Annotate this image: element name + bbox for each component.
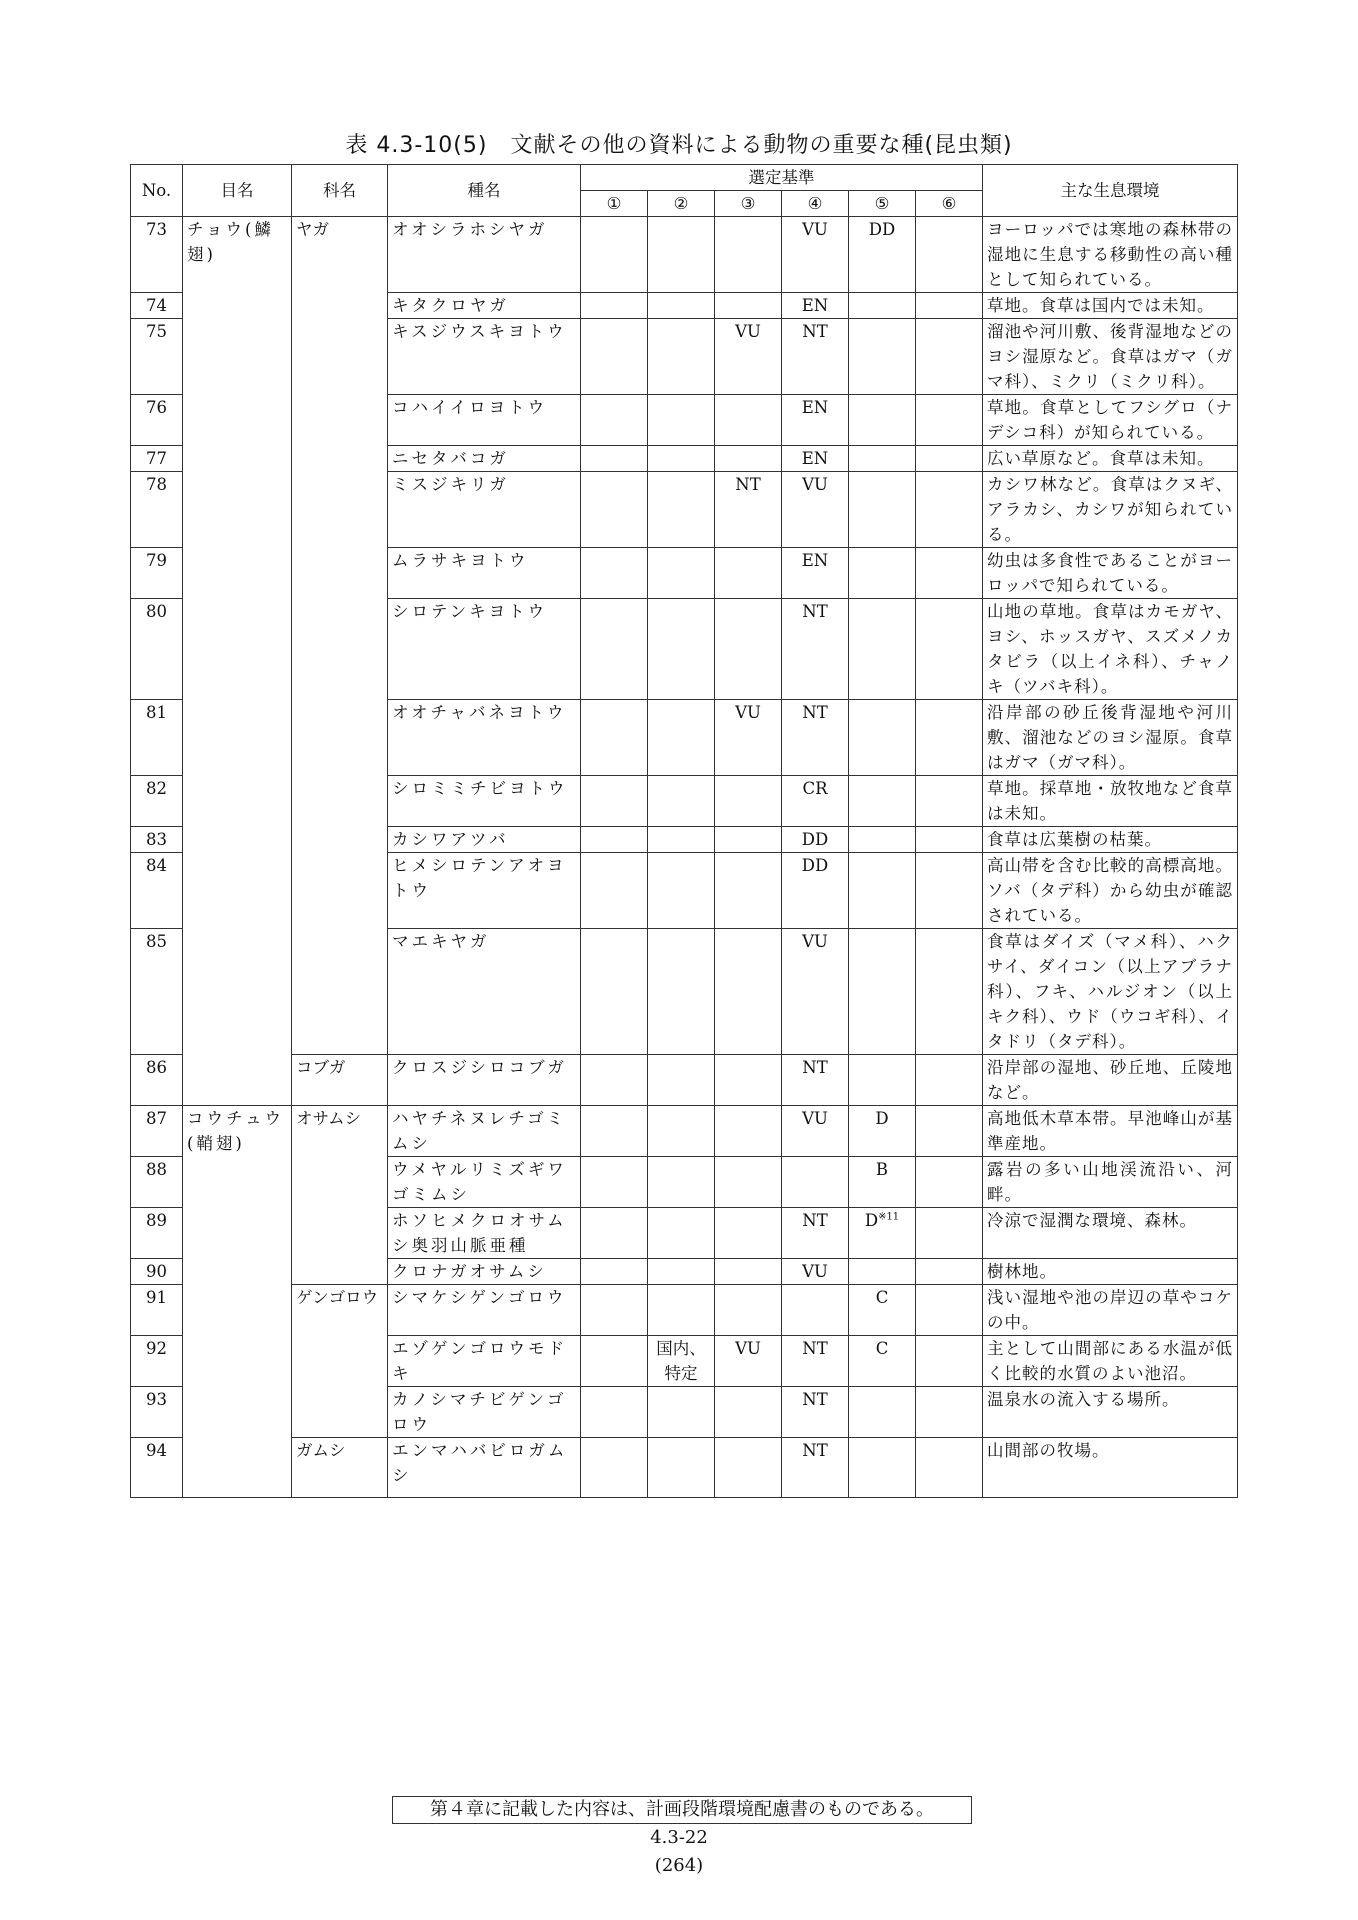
row-no: 75 [131,319,183,395]
header-criterion-1: ① [581,191,648,217]
criterion-3 [715,446,782,472]
family-name: コブガ [292,1055,388,1106]
criterion-1 [581,1438,648,1498]
criterion-3 [715,776,782,827]
criterion-1 [581,700,648,776]
criterion-2 [648,1106,715,1157]
criterion-3 [715,395,782,446]
row-no: 90 [131,1259,183,1285]
criterion-1 [581,472,648,548]
criterion-5 [849,395,916,446]
criterion-2 [648,827,715,853]
criterion-2 [648,217,715,293]
header-order: 目名 [183,165,292,217]
criterion-3: VU [715,319,782,395]
criterion-4: EN [782,293,849,319]
criterion-1 [581,599,648,700]
criterion-6 [916,1387,983,1438]
habitat: ヨーロッパでは寒地の森林帯の湿地に生息する移動性の高い種として知られている。 [983,217,1238,293]
criterion-4 [782,1157,849,1208]
criterion-5: C [849,1285,916,1336]
criterion-2 [648,1157,715,1208]
row-no: 74 [131,293,183,319]
header-species: 種名 [388,165,581,217]
criterion-5 [849,1387,916,1438]
criterion-1 [581,929,648,1055]
criterion-6 [916,472,983,548]
habitat: 高山帯を含む比較的高標高地。ソバ（タデ科）から幼虫が確認されている。 [983,853,1238,929]
criterion-1 [581,853,648,929]
row-no: 79 [131,548,183,599]
species-name: エゾゲンゴロウモドキ [388,1336,581,1387]
criterion-2 [648,1438,715,1498]
habitat: 草地。食草としてフシグロ（ナデシコ科）が知られている。 [983,395,1238,446]
criterion-6 [916,1285,983,1336]
criterion-4 [782,1285,849,1336]
criterion-2 [648,776,715,827]
criterion-4: VU [782,217,849,293]
footnote-mark: ※11 [878,1211,900,1223]
row-no: 89 [131,1208,183,1259]
criterion-4: NT [782,1055,849,1106]
criterion-1 [581,1285,648,1336]
family-name: ヤガ [292,217,388,1055]
criterion-6 [916,599,983,700]
criterion-4: DD [782,853,849,929]
family-name: ガムシ [292,1438,388,1498]
criterion-6 [916,776,983,827]
header-criteria: 選定基準 [581,165,983,191]
table-row [131,1055,1238,1106]
criterion-5: D [849,1106,916,1157]
row-no: 94 [131,1438,183,1498]
criterion-4: VU [782,1259,849,1285]
habitat: 幼虫は多食性であることがヨーロッパで知られている。 [983,548,1238,599]
criterion-3 [715,1438,782,1498]
species-name: マエキヤガ [388,929,581,1055]
header-no: No. [131,165,183,217]
habitat: 山地の草地。食草はカモガヤ、ヨシ、ホッスガヤ、スズメノカタビラ（以上イネ科）、チャノキ（ツバキ科）。 [983,599,1238,700]
criterion-5 [849,1259,916,1285]
criterion-3 [715,1106,782,1157]
criterion-2 [648,472,715,548]
criterion-6 [916,293,983,319]
header-criterion-2: ② [648,191,715,217]
criterion-3 [715,853,782,929]
species-name: ムラサキヨトウ [388,548,581,599]
criterion-5 [849,853,916,929]
species-name: シロテンキヨトウ [388,599,581,700]
criterion-4: NT [782,1438,849,1498]
criterion-2 [648,929,715,1055]
criterion-2 [648,1387,715,1438]
criterion-5 [849,1055,916,1106]
criterion-4: EN [782,395,849,446]
criterion-6 [916,1438,983,1498]
species-name: クロナガオサムシ [388,1259,581,1285]
footer-note: 第４章に記載した内容は、計画段階環境配慮書のものである。 [392,1796,972,1824]
criterion-3: VU [715,1336,782,1387]
criterion-4: NT [782,319,849,395]
species-name: ハヤチネヌレチゴミムシ [388,1106,581,1157]
row-no: 84 [131,853,183,929]
criterion-1 [581,1208,648,1259]
criterion-1 [581,548,648,599]
criterion-4: NT [782,700,849,776]
species-name: キスジウスキヨトウ [388,319,581,395]
criterion-1 [581,1106,648,1157]
criterion-1 [581,395,648,446]
criterion-2 [648,599,715,700]
criterion-2 [648,1259,715,1285]
criterion-4: NT [782,1336,849,1387]
criterion-2 [648,319,715,395]
criterion-6 [916,446,983,472]
table-row [131,1285,1238,1336]
family-name: ゲンゴロウ [292,1285,388,1438]
criterion-2 [648,548,715,599]
habitat: 溜池や河川敷、後背湿地などのヨシ湿原など。食草はガマ（ガマ科）、ミクリ（ミクリ科）。 [983,319,1238,395]
species-name: シロミミチビヨトウ [388,776,581,827]
criterion-2 [648,1208,715,1259]
table-row [131,1438,1238,1498]
species-name: ヒメシロテンアオヨトウ [388,853,581,929]
family-name: オサムシ [292,1106,388,1285]
criterion-6 [916,548,983,599]
header-criterion-4: ④ [782,191,849,217]
criterion-2 [648,293,715,319]
criterion-1 [581,776,648,827]
criterion-3 [715,1055,782,1106]
species-name: ミスジキリガ [388,472,581,548]
species-name: カノシマチビゲンゴロウ [388,1387,581,1438]
criterion-5-value: D [864,1211,879,1230]
habitat: 広い草原など。食草は未知。 [983,446,1238,472]
criterion-5: B [849,1157,916,1208]
criterion-6 [916,217,983,293]
criterion-5: C [849,1336,916,1387]
row-no: 80 [131,599,183,700]
criterion-1 [581,293,648,319]
criterion-4: VU [782,472,849,548]
criterion-1 [581,1336,648,1387]
habitat: 温泉水の流入する場所。 [983,1387,1238,1438]
criterion-3 [715,929,782,1055]
important-species-table [130,164,1238,1498]
criterion-1 [581,827,648,853]
criterion-3 [715,1387,782,1438]
table-title: 表 4.3-10(5) 文献その他の資料による動物の重要な種(昆虫類) [345,133,1013,158]
row-no: 93 [131,1387,183,1438]
criterion-6 [916,1157,983,1208]
criterion-6 [916,853,983,929]
habitat: 沿岸部の砂丘後背湿地や河川敷、溜池などのヨシ湿原。食草はガマ（ガマ科）。 [983,700,1238,776]
habitat: 食草はダイズ（マメ科）、ハクサイ、ダイコン（以上アブラナ科）、フキ、ハルジオン（以上キク科）、ウド（ウコギ科）、イタドリ（タデ科）。 [983,929,1238,1055]
species-name: キタクロヤガ [388,293,581,319]
page-number: (264) [654,1855,704,1876]
header-criterion-6: ⑥ [916,191,983,217]
order-name: チョウ(鱗翅) [183,217,292,1106]
criterion-1 [581,217,648,293]
page-section: 4.3-22 [650,1827,708,1848]
species-name: オオシラホシヤガ [388,217,581,293]
row-no: 83 [131,827,183,853]
habitat: 主として山間部にある水温が低く比較的水質のよい池沼。 [983,1336,1238,1387]
criterion-4: CR [782,776,849,827]
row-no: 92 [131,1336,183,1387]
criterion-3: NT [715,472,782,548]
criterion-3 [715,217,782,293]
habitat: 食草は広葉樹の枯葉。 [983,827,1238,853]
criterion-6 [916,827,983,853]
row-no: 88 [131,1157,183,1208]
criterion-2 [648,446,715,472]
criterion-3 [715,1208,782,1259]
species-name: クロスジシロコブガ [388,1055,581,1106]
row-no: 87 [131,1106,183,1157]
habitat: 草地。食草は国内では未知。 [983,293,1238,319]
criterion-4: EN [782,446,849,472]
habitat: 樹林地。 [983,1259,1238,1285]
criterion-3 [715,293,782,319]
species-name: ホソヒメクロオサムシ奥羽山脈亜種 [388,1208,581,1259]
criterion-2 [648,395,715,446]
criterion-5 [849,1208,916,1259]
criterion-5 [849,472,916,548]
criterion-5 [849,599,916,700]
criterion-1 [581,1259,648,1285]
row-no: 82 [131,776,183,827]
criterion-4: NT [782,599,849,700]
criterion-1 [581,319,648,395]
criterion-1 [581,1387,648,1438]
species-name: オオチャバネヨトウ [388,700,581,776]
header-criterion-3: ③ [715,191,782,217]
habitat: 冷涼で湿潤な環境、森林。 [983,1208,1238,1259]
criterion-3 [715,1157,782,1208]
criterion-4: NT [782,1208,849,1259]
habitat: 山間部の牧場。 [983,1438,1238,1498]
criterion-3 [715,548,782,599]
criterion-5 [849,929,916,1055]
criterion-6 [916,700,983,776]
row-no: 86 [131,1055,183,1106]
criterion-4: DD [782,827,849,853]
habitat: 沿岸部の湿地、砂丘地、丘陵地など。 [983,1055,1238,1106]
row-no: 78 [131,472,183,548]
criterion-6 [916,1259,983,1285]
table-row [131,217,1238,293]
header-family: 科名 [292,165,388,217]
criterion-5 [849,319,916,395]
criterion-2 [648,1055,715,1106]
row-no: 91 [131,1285,183,1336]
species-name: カシワアツバ [388,827,581,853]
criterion-5: DD [849,217,916,293]
criterion-3 [715,1285,782,1336]
criterion-4: EN [782,548,849,599]
criterion-5 [849,700,916,776]
species-name: コハイイロヨトウ [388,395,581,446]
criterion-5 [849,548,916,599]
table-row [131,1106,1238,1157]
criterion-3: VU [715,700,782,776]
species-name: ニセタバコガ [388,446,581,472]
criterion-5 [849,293,916,319]
habitat: 草地。採草地・放牧地など食草は未知。 [983,776,1238,827]
criterion-5 [849,827,916,853]
criterion-6 [916,1336,983,1387]
header-habitat: 主な生息環境 [983,165,1238,217]
row-no: 81 [131,700,183,776]
criterion-3 [715,1259,782,1285]
criterion-3 [715,827,782,853]
criterion-6 [916,929,983,1055]
criterion-5 [849,1438,916,1498]
row-no: 77 [131,446,183,472]
species-name: シマケシゲンゴロウ [388,1285,581,1336]
criterion-1 [581,1055,648,1106]
criterion-6 [916,395,983,446]
habitat: 浅い湿地や池の岸辺の草やコケの中。 [983,1285,1238,1336]
habitat: 露岩の多い山地渓流沿い、河畔。 [983,1157,1238,1208]
criterion-1 [581,446,648,472]
criterion-6 [916,1106,983,1157]
criterion-4: VU [782,929,849,1055]
criterion-5 [849,446,916,472]
criterion-2 [648,700,715,776]
habitat: カシワ林など。食草はクヌギ、アラカシ、カシワが知られている。 [983,472,1238,548]
criterion-1 [581,1157,648,1208]
species-name: ウメヤルリミズギワゴミムシ [388,1157,581,1208]
criterion-4: VU [782,1106,849,1157]
criterion-2 [648,853,715,929]
order-name: コウチュウ(鞘翅) [183,1106,292,1498]
habitat: 高地低木草本帯。早池峰山が基準産地。 [983,1106,1238,1157]
row-no: 85 [131,929,183,1055]
row-no: 73 [131,217,183,293]
criterion-6 [916,1208,983,1259]
row-no: 76 [131,395,183,446]
criterion-2: 国内、特定 [648,1336,715,1387]
criterion-6 [916,1055,983,1106]
criterion-3 [715,599,782,700]
criterion-5 [849,776,916,827]
criterion-6 [916,319,983,395]
criterion-4: NT [782,1387,849,1438]
criterion-2 [648,1285,715,1336]
species-name: エンマハバビロガムシ [388,1438,581,1498]
header-criterion-5: ⑤ [849,191,916,217]
